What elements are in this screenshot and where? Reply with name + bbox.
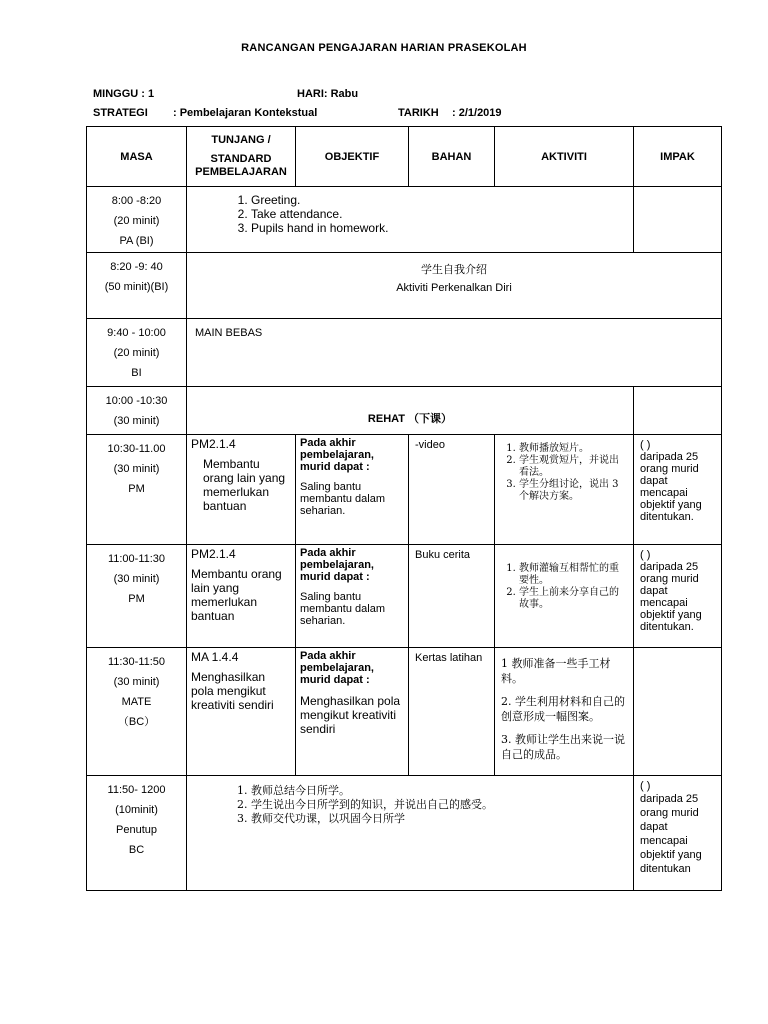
rehat-text: REHAT （下课） (367, 413, 453, 425)
strategi-label: STRATEGI (93, 107, 148, 119)
objektif-heading: Pada akhir pembelajaran, murid dapat : (300, 650, 374, 686)
minggu-label: MINGGU : 1 (93, 88, 155, 100)
aktiviti-cell (495, 545, 634, 648)
masa-duration: (20 minit) (113, 347, 160, 359)
list-item: 2. Take attendance. (251, 207, 633, 221)
objektif-cell (296, 545, 409, 648)
list-item: 2. 学生观赏短片，并说出看法。 (519, 455, 627, 479)
masa-time: 10:30-11.00 (107, 443, 166, 455)
list-item: 1 教师准备一些手工材料。 (501, 657, 611, 685)
list-item: 1. 教师总结今日所学。 (251, 784, 633, 798)
header-bahan: BAHAN (409, 127, 495, 187)
header-tunjang-line2: STANDARD PEMBELAJARAN (195, 153, 287, 178)
masa-duration: (30 minit) (113, 415, 160, 427)
impak-blank: ( ) (640, 780, 651, 792)
masa-time: 11:30-11:50 (107, 656, 166, 668)
activity-merged-cell (187, 319, 722, 387)
table-row (87, 435, 722, 545)
tunjang-cell (187, 435, 296, 545)
masa-cell (87, 776, 187, 891)
masa-language: （BC） (117, 716, 156, 728)
rehat-cell (187, 387, 634, 435)
masa-cell (87, 387, 187, 435)
impak-cell (634, 187, 722, 253)
masa-cell (87, 319, 187, 387)
objektif-heading: Pada akhir pembelajaran, murid dapat : (300, 547, 374, 583)
activity-list-cell (187, 187, 634, 253)
impak-cell (634, 648, 722, 776)
activity-list-cell (187, 776, 634, 891)
bahan-cell: -video (409, 435, 495, 545)
masa-subject: PA (BI) (119, 235, 154, 247)
masa-subject: PM (128, 483, 145, 495)
activity-merged-cell (187, 253, 722, 319)
bahan-cell: Buku cerita (409, 545, 495, 648)
objektif-text: Saling bantu membantu dalam seharian. (300, 591, 385, 627)
list-item: 1. 教师灌输互相帮忙的重要性。 (519, 563, 627, 587)
bahan-cell: Kertas latihan (409, 648, 495, 776)
page-title: RANCANGAN PENGAJARAN HARIAN PRASEKOLAH (241, 42, 527, 54)
masa-cell (87, 648, 187, 776)
masa-duration: (30 minit) (113, 573, 160, 585)
tunjang-cell (187, 648, 296, 776)
impak-cell (634, 545, 722, 648)
list-item: 3. 教师交代功课，以巩固今日所学 (251, 812, 633, 826)
header-objektif: OBJEKTIF (296, 127, 409, 187)
activity-chinese: 学生自我介绍 (421, 264, 487, 276)
impak-text: daripada 25 orang murid dapat mencapai objektif yang ditentukan. (640, 451, 702, 523)
impak-cell (634, 387, 722, 435)
impak-blank: ( ) (640, 549, 651, 561)
hari-label: HARI: Rabu (297, 88, 359, 100)
strategi-value: : Pembelajaran Kontekstual (173, 107, 318, 119)
header-masa: MASA (87, 127, 187, 187)
list-item: 3. Pupils hand in homework. (251, 221, 633, 235)
tunjang-code: MA 1.4.4 (191, 650, 239, 664)
header-aktiviti: AKTIVITI (495, 127, 634, 187)
masa-duration: (50 minit)(BI) (104, 281, 169, 293)
table-row (87, 187, 722, 253)
impak-text: daripada 25 orang murid dapat mencapai objektif yang ditentukan (640, 793, 702, 875)
list-item: 2. 学生上前来分享自己的故事。 (519, 587, 627, 611)
masa-time: 8:00 -8:20 (111, 195, 162, 207)
header-tunjang (187, 127, 296, 187)
masa-cell (87, 545, 187, 648)
tunjang-desc: Menghasilkan pola mengikut kreativiti sendiri (191, 670, 274, 712)
masa-time: 11:50- 1200 (107, 784, 166, 796)
table-row (87, 319, 722, 387)
masa-time: 9:40 - 10:00 (107, 327, 166, 339)
masa-cell (87, 187, 187, 253)
header-row (87, 127, 722, 187)
list-item: 2. 学生说出今日所学到的知识，并说出自己的感受。 (251, 798, 633, 812)
table-row (87, 545, 722, 648)
header-impak: IMPAK (634, 127, 722, 187)
main-bebas-text: MAIN BEBAS (195, 327, 263, 339)
table-row (87, 776, 722, 891)
impak-text: daripada 25 orang murid dapat mencapai objektif yang ditentukan. (640, 561, 702, 633)
objektif-heading: Pada akhir pembelajaran, murid dapat : (300, 437, 374, 473)
masa-duration: (20 minit) (113, 215, 160, 227)
objektif-cell (296, 648, 409, 776)
masa-language: BC (128, 844, 145, 856)
aktiviti-cell (495, 435, 634, 545)
list-item: 1. 教师播放短片。 (519, 443, 627, 455)
table-row (87, 648, 722, 776)
tarikh-label: TARIKH (398, 107, 439, 119)
tunjang-desc: Membantu orang lain yang memerlukan bantuan (191, 567, 282, 623)
impak-blank: ( ) (640, 439, 651, 451)
tunjang-code: PM2.1.4 (191, 437, 236, 451)
table-row (87, 387, 722, 435)
objektif-text: Menghasilkan pola mengikut kreativiti sendiri (300, 694, 401, 736)
masa-duration: (30 minit) (113, 463, 160, 475)
list-item: 2. 学生利用材料和自己的创意形成一幅图案。 (501, 695, 625, 723)
aktiviti-cell (495, 648, 634, 776)
tunjang-cell (187, 545, 296, 648)
masa-subject: MATE (121, 696, 152, 708)
masa-duration: (30 minit) (113, 676, 160, 688)
lesson-plan-table (86, 126, 722, 891)
tarikh-value: : 2/1/2019 (452, 107, 502, 119)
list-item: 3. 学生分组讨论，说出 3 个解决方案。 (519, 479, 627, 503)
objektif-cell (296, 435, 409, 545)
masa-subject: PM (128, 593, 145, 605)
activity-malay: Aktiviti Perkenalkan Diri (396, 282, 512, 294)
impak-cell (634, 435, 722, 545)
tunjang-code: PM2.1.4 (191, 547, 236, 561)
masa-subject: Penutup (116, 824, 157, 836)
masa-time: 8:20 -9: 40 (110, 261, 163, 273)
masa-duration: (10minit) (115, 804, 158, 816)
table-row (87, 253, 722, 319)
impak-cell (634, 776, 722, 891)
masa-cell (87, 435, 187, 545)
list-item: 3. 教师让学生出来说一说自己的成品。 (501, 733, 625, 761)
masa-cell (87, 253, 187, 319)
objektif-text: Saling bantu membantu dalam seharian. (300, 481, 385, 517)
tunjang-desc: Membantu orang lain yang memerlukan bantuan (203, 457, 286, 513)
header-tunjang-line1: TUNJANG / (211, 134, 271, 146)
masa-subject: BI (131, 367, 142, 379)
masa-time: 10:00 -10:30 (105, 395, 168, 407)
masa-time: 11:00-11:30 (107, 553, 166, 565)
list-item: 1. Greeting. (251, 193, 633, 207)
